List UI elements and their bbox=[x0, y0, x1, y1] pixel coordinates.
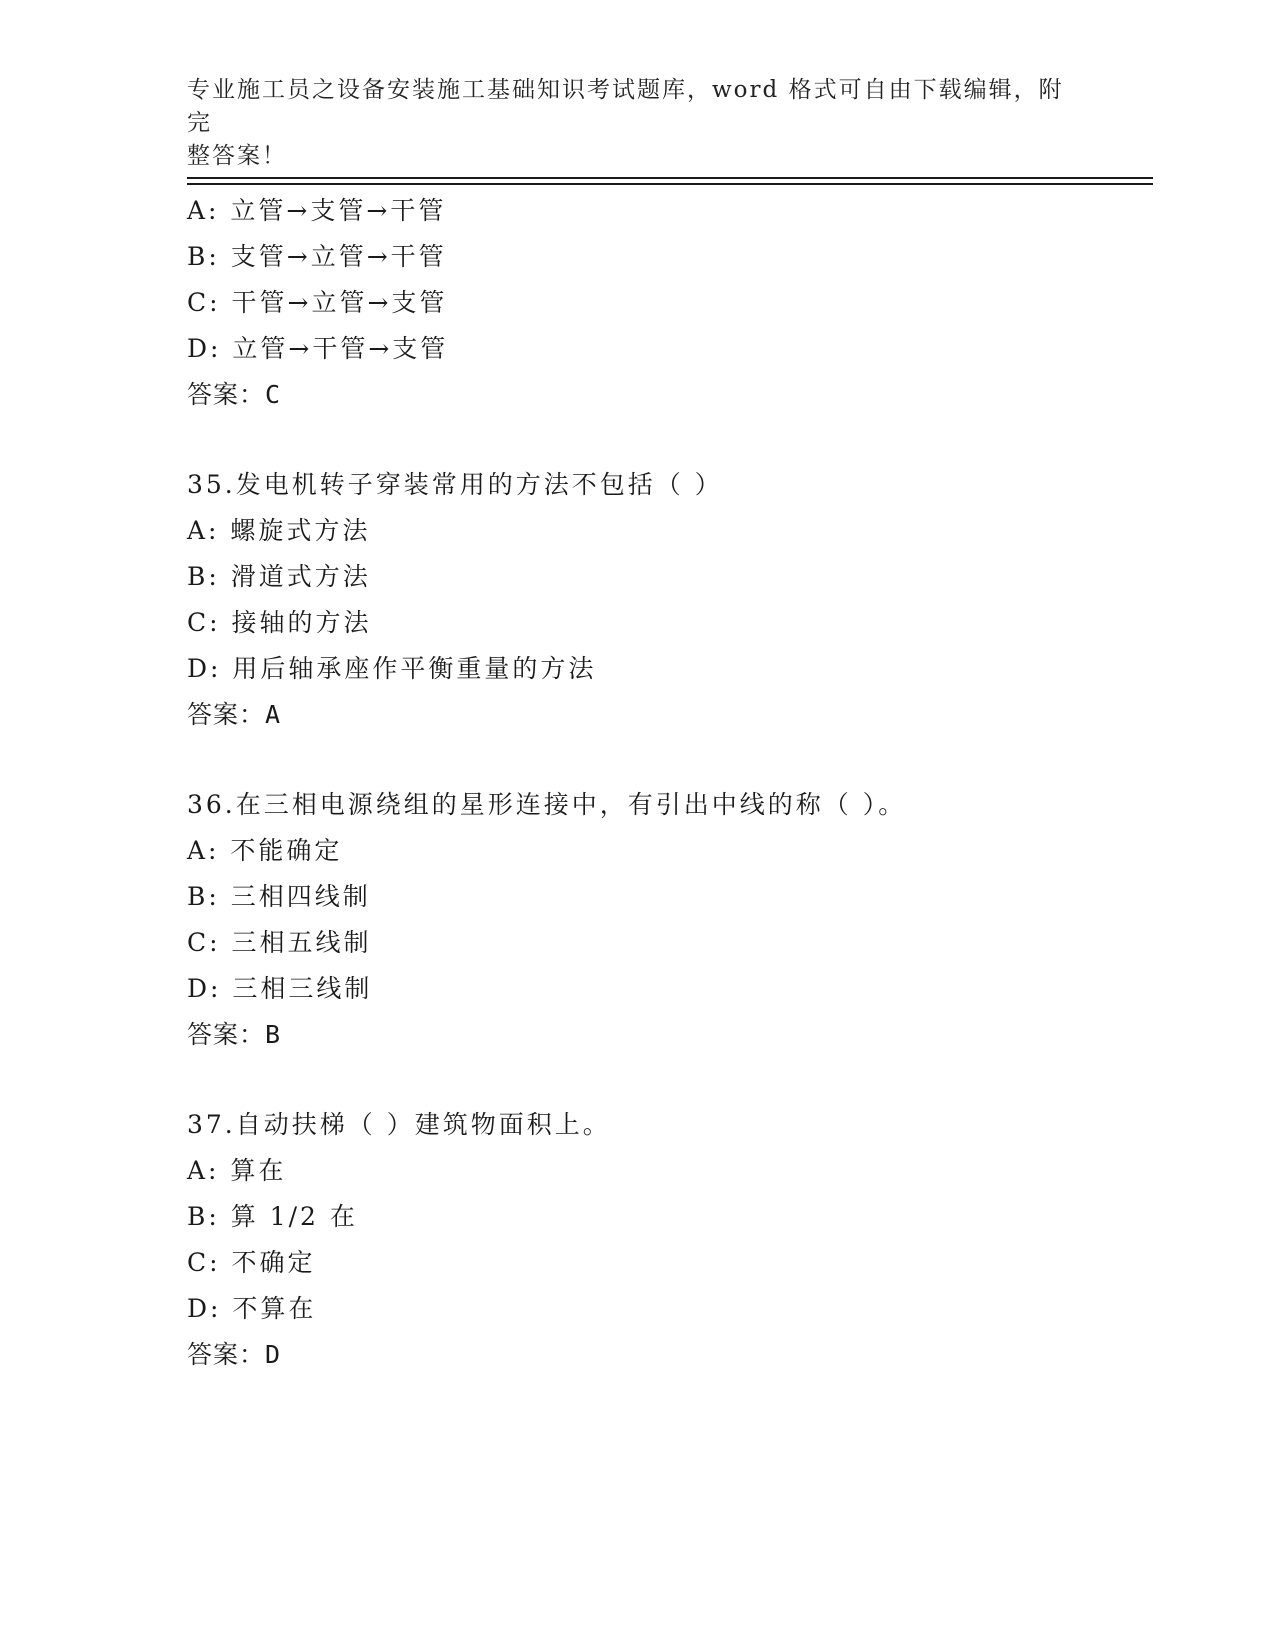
answer-line: 答案：D bbox=[187, 1340, 282, 1369]
option-d: D: 不算在 bbox=[187, 1294, 317, 1323]
question-list bbox=[187, 188, 1153, 1378]
option-a: A: 不能确定 bbox=[187, 836, 343, 865]
option-c: C: 干管→立管→支管 bbox=[187, 288, 448, 317]
question-text: 36.在三相电源绕组的星形连接中，有引出中线的称（ ）。 bbox=[187, 790, 907, 819]
option-d: D: 用后轴承座作平衡重量的方法 bbox=[187, 654, 597, 683]
option-b: B: 算 1/2 在 bbox=[187, 1202, 358, 1231]
question-36 bbox=[187, 782, 1153, 1058]
option-c: C: 接轴的方法 bbox=[187, 608, 372, 637]
option-a: A: 算在 bbox=[187, 1156, 287, 1185]
question-text: 35.发电机转子穿装常用的方法不包括（ ） bbox=[187, 470, 723, 499]
option-b: B: 滑道式方法 bbox=[187, 562, 371, 591]
question-37 bbox=[187, 1102, 1153, 1378]
option-d: D: 三相三线制 bbox=[187, 974, 373, 1003]
option-a: A: 立管→支管→干管 bbox=[187, 196, 447, 225]
header-divider-bottom bbox=[187, 183, 1153, 185]
option-b: B: 支管→立管→干管 bbox=[187, 242, 447, 271]
spacer bbox=[187, 738, 1153, 782]
option-a: A: 螺旋式方法 bbox=[187, 516, 371, 545]
option-c: C: 不确定 bbox=[187, 1248, 316, 1277]
option-b: B: 三相四线制 bbox=[187, 882, 371, 911]
question-35 bbox=[187, 462, 1153, 738]
document-header bbox=[187, 74, 1067, 173]
header-line-1: 专业施工员之设备安装施工基础知识考试题库，word 格式可自由下载编辑，附完 bbox=[187, 77, 1064, 136]
question-text: 37.自动扶梯（ ）建筑物面积上。 bbox=[187, 1110, 611, 1139]
question-fragment bbox=[187, 188, 1153, 418]
answer-line: 答案：C bbox=[187, 380, 282, 409]
option-d: D: 立管→干管→支管 bbox=[187, 334, 449, 363]
option-c: C: 三相五线制 bbox=[187, 928, 372, 957]
spacer bbox=[187, 418, 1153, 462]
header-divider-top bbox=[187, 177, 1153, 179]
header-line-2: 整答案！ bbox=[187, 143, 287, 169]
spacer bbox=[187, 1058, 1153, 1102]
answer-line: 答案：B bbox=[187, 1020, 282, 1049]
answer-line: 答案：A bbox=[187, 700, 282, 729]
